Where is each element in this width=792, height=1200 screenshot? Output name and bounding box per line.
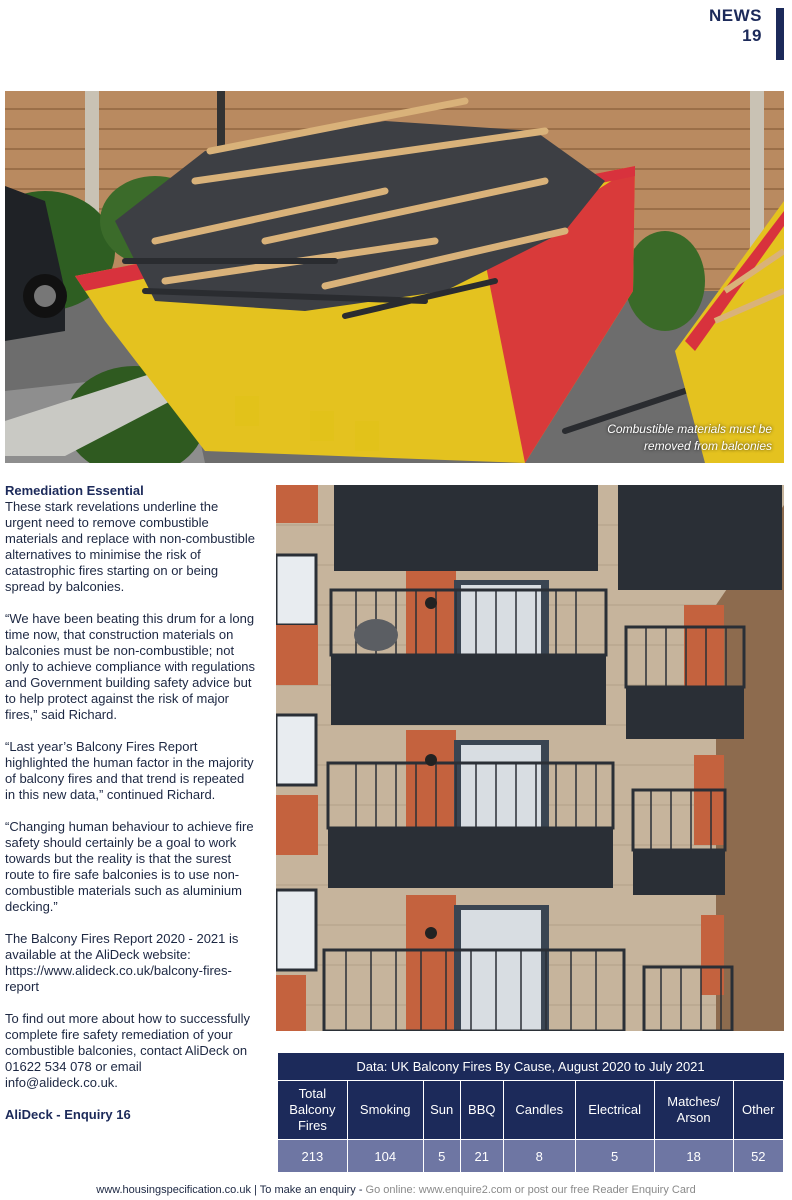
article-paragraph: These stark revelations underline the urgent need to remove combustible materials and replace with non-combustible alternatives to minimise the risk of catastrophic fires starting on or being spread by balconies.: [5, 499, 256, 594]
value-electrical: 5: [575, 1140, 654, 1173]
skip-illustration: [5, 91, 784, 463]
photo-caption: [607, 421, 772, 455]
footer-separator: |: [254, 1184, 257, 1196]
header-other: Other: [733, 1081, 783, 1140]
value-bbq: 21: [460, 1140, 503, 1173]
page-header: [709, 6, 762, 46]
footer-enquiry-lead: To make an enquiry -: [259, 1184, 363, 1196]
balconies-photo: [276, 485, 784, 1031]
skip-photo: [5, 91, 784, 463]
header-candles: Candles: [503, 1081, 575, 1140]
value-total: 213: [278, 1140, 348, 1173]
header-electrical: Electrical: [575, 1081, 654, 1140]
value-other: 52: [733, 1140, 783, 1173]
article-paragraph: “We have been beating this drum for a long time now, that construction materials on balconies must be non-combustible; not only to achieve compliance with regulations and Government building safety advice but to help protect against the risk of major fires,” said Richard.: [5, 611, 256, 722]
article-heading: Remediation Essential: [5, 483, 144, 498]
header-total-balcony-fires: Total Balcony Fires: [278, 1081, 348, 1140]
table-values-row: [278, 1140, 784, 1173]
article-paragraph: “Changing human behaviour to achieve fire safety should certainly be a goal to work towards but the reality is that the surest route to fire safe balconies is to use non-combustible materials such as aluminium decking.”: [5, 819, 254, 914]
value-matches-arson: 18: [654, 1140, 733, 1173]
header-smoking: Smoking: [347, 1081, 423, 1140]
value-candles: 8: [503, 1140, 575, 1173]
table-title: Data: UK Balcony Fires By Cause, August 2020 to July 2021: [278, 1053, 784, 1081]
page-footer: [0, 1184, 792, 1196]
table-header-row: [278, 1081, 784, 1140]
enquiry-reference: AliDeck - Enquiry 16: [5, 1107, 131, 1122]
header-accent-bar: [776, 8, 784, 60]
article-column: [5, 483, 257, 1123]
value-smoking: 104: [347, 1140, 423, 1173]
value-sun: 5: [423, 1140, 460, 1173]
footer-enquiry-details[interactable]: Go online: www.enquire2.com or post our free Reader Enquiry Card: [365, 1184, 696, 1196]
section-label: NEWS: [709, 6, 762, 25]
header-bbq: BBQ: [460, 1081, 503, 1140]
balcony-fires-table: [277, 1053, 784, 1173]
balconies-illustration: [276, 485, 784, 1031]
footer-site-link[interactable]: www.housingspecification.co.uk: [96, 1184, 251, 1196]
article-paragraph: “Last year’s Balcony Fires Report highlighted the human factor in the majority of balcony fires and that trend is repeated in this new data,” continued Richard.: [5, 739, 254, 802]
header-matches-arson: Matches/ Arson: [654, 1081, 733, 1140]
page-number: 19: [742, 26, 762, 45]
caption-line-1: Combustible materials must be: [607, 422, 772, 436]
header-sun: Sun: [423, 1081, 460, 1140]
article-paragraph: To find out more about how to successfully complete fire safety remediation of your combustible balconies, contact AliDeck on 01622 534 078 or email info@alideck.co.uk.: [5, 1011, 250, 1090]
caption-line-2: removed from balconies: [643, 439, 772, 453]
article-paragraph: The Balcony Fires Report 2020 - 2021 is available at the AliDeck website: https://www.alideck.co.uk/balcony-fires-report: [5, 931, 239, 994]
